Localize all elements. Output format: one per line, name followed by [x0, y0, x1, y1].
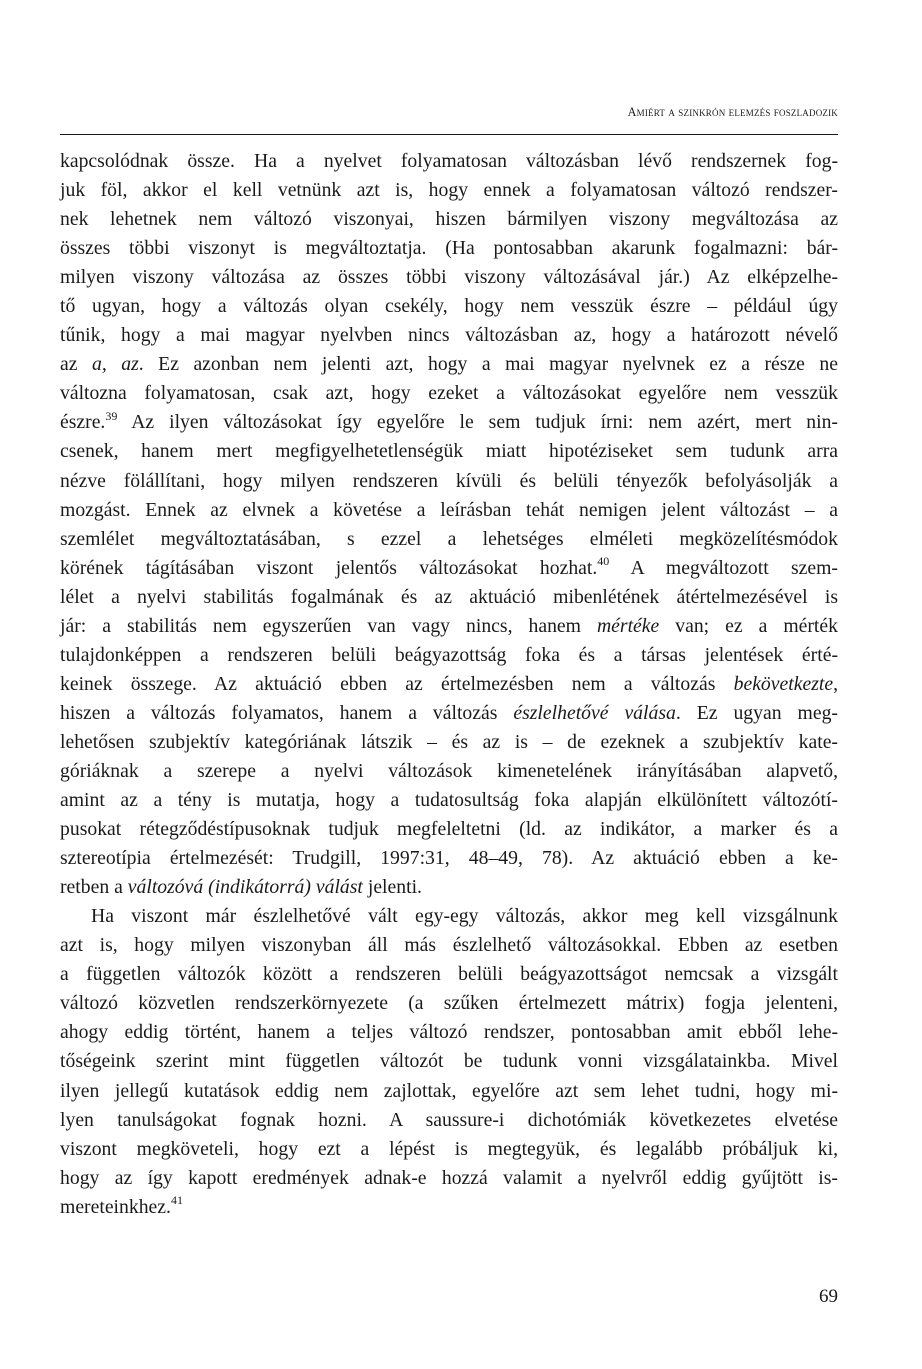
- text-run: keinek összege. Az aktuáció ebben az értelmezésben nem a változás: [60, 672, 734, 695]
- text-line: [60, 989, 838, 1018]
- text-line: [60, 931, 838, 960]
- text-run: nézve fölállítani, hogy milyen rendszeren kívüli és belüli tényezők befolyásolják a: [60, 469, 838, 492]
- text-run: azt is, hogy milyen viszonyban áll más észlelhető változásokkal. Ebben az esetben: [60, 934, 838, 957]
- text-line: [60, 1018, 838, 1047]
- text-line: [60, 612, 838, 641]
- footnote-ref: 40: [597, 554, 610, 569]
- text-run: tő ugyan, hogy a változás olyan csekély, hogy nem vesszük észre – például úgy: [60, 295, 838, 318]
- page-number: 69: [819, 1286, 838, 1307]
- text-line: [60, 641, 838, 670]
- text-run: ,: [833, 672, 838, 695]
- text-run: viszont megköveteli, hogy ezt a lépést is megtegyük, és legalább próbáljuk ki,: [60, 1137, 838, 1160]
- text-run: van; ez a mérték: [659, 614, 838, 637]
- text-run: csenek, hanem mert megfigyelhetetlenségük miatt hipotéziseket sem tudunk arra: [60, 440, 838, 463]
- text-line: [60, 1047, 838, 1076]
- italic-text: változóvá (indikátorrá) válást: [127, 876, 363, 899]
- text-line: [60, 1193, 838, 1222]
- text-line: [60, 292, 838, 321]
- text-run: . Ez ugyan meg-: [675, 701, 838, 724]
- text-run: A megváltozott szem-: [609, 556, 838, 579]
- text-run: tulajdonképpen a rendszeren belüli beágyazottság foka és a társas jelentések érté-: [60, 643, 838, 666]
- text-run: hogy az így kapott eredmények adnak-e hozzá valamit a nyelvről eddig gyűjtött is-: [60, 1166, 838, 1189]
- text-line: [60, 1106, 838, 1135]
- text-run: észre.: [60, 411, 106, 434]
- paragraph: [60, 902, 838, 1222]
- text-line: [60, 205, 838, 234]
- text-run: lélet a nyelvi stabilitás fogalmának és az aktuáció mibenlétének átértelmezésével is: [60, 585, 838, 608]
- body-text: [60, 147, 838, 1222]
- text-line: [60, 873, 838, 902]
- text-run: mozgást. Ennek az elvnek a követése a leírásban tehát nemigen jelent változást – a: [60, 498, 838, 521]
- text-line: [60, 728, 838, 757]
- text-run: pusokat rétegződéstípusoknak tudjuk megfeleltetni (ld. az indikátor, a marker és a: [60, 818, 838, 841]
- text-run: lyen tanulságokat fognak hozni. A saussure-i dichotómiák következetes elvetése: [60, 1108, 838, 1131]
- text-run: ilyen jellegű kutatások eddig nem zajlottak, egyelőre azt sem lehet tudni, hogy mi-: [60, 1079, 838, 1102]
- text-line: [60, 379, 838, 408]
- italic-text: bekövetkezte: [733, 672, 834, 695]
- text-run: mereteinkhez.: [60, 1195, 171, 1218]
- text-run: összes többi viszonyt is megváltoztatja. (Ha pontosabban akarunk fogalmazni: bár-: [60, 237, 838, 260]
- text-run: lehetősen szubjektív kategóriának látszik – és az is – de ezeknek a szubjektív kate-: [60, 730, 838, 753]
- text-run: Az ilyen változásokat így egyelőre le sem tudjuk írni: nem azért, mert nin-: [117, 411, 838, 434]
- text-line: [60, 960, 838, 989]
- text-run: hiszen a változás folyamatos, hanem a változás: [60, 701, 514, 724]
- text-line: [60, 583, 838, 612]
- text-run: ahogy eddig történt, hanem a teljes változó rendszer, pontosabban amit ebből lehe-: [60, 1021, 838, 1044]
- text-run: . Ez azonban nem jelenti azt, hogy a mai magyar nyelvnek ez a része ne: [138, 353, 838, 376]
- italic-text: észlelhetővé válása: [513, 701, 676, 724]
- text-run: amint az a tény is mutatja, hogy a tudatosultság foka alapján elkülönített változótí-: [60, 789, 838, 812]
- text-line: [60, 525, 838, 554]
- text-run: nek lehetnek nem változó viszonyai, hiszen bármilyen viszony megváltozása az: [60, 208, 838, 231]
- text-run: tőségeink szerint mint független változót be tudunk vonni vizsgálatainkba. Mivel: [60, 1050, 838, 1073]
- text-run: góriáknak a szerepe a nyelvi változások kimenetelének irányításában alapvető,: [60, 759, 838, 782]
- text-line: [60, 147, 838, 176]
- footnote-ref: 41: [170, 1193, 183, 1208]
- italic-text: mértéke: [596, 614, 660, 637]
- text-line: [60, 554, 838, 583]
- running-head-title: Amiért a szinkrón elemzés foszladozik: [627, 105, 838, 119]
- text-run: körének tágításában viszont jelentős változásokat hozhat.: [60, 556, 598, 579]
- text-line: [60, 263, 838, 292]
- text-line: [60, 902, 838, 931]
- paragraph: [60, 147, 838, 902]
- text-line: [60, 699, 838, 728]
- italic-text: a, az: [91, 353, 139, 376]
- text-run: Ha viszont már észlelhetővé vált egy-egy változás, akkor meg kell vizsgálnunk: [91, 905, 838, 928]
- text-line: [60, 350, 838, 379]
- text-line: [60, 437, 838, 466]
- text-run: kapcsolódnak össze. Ha a nyelvet folyamatosan változásban lévő rendszernek fog-: [60, 150, 838, 172]
- text-line: [60, 670, 838, 699]
- text-run: változna folyamatosan, csak azt, hogy ezeket a változásokat egyelőre nem vesszük: [60, 382, 838, 405]
- text-line: [60, 496, 838, 525]
- text-line: [60, 234, 838, 263]
- footnote-ref: 39: [105, 408, 118, 423]
- text-run: juk föl, akkor el kell vetnünk azt is, hogy ennek a folyamatosan változó rendszer-: [60, 179, 838, 202]
- text-line: [60, 1164, 838, 1193]
- text-line: [60, 815, 838, 844]
- text-line: [60, 1135, 838, 1164]
- text-run: milyen viszony változása az összes többi viszony változásával jár.) Az elképzelhe-: [60, 266, 838, 289]
- text-run: jár: a stabilitás nem egyszerűen van vagy nincs, hanem: [60, 614, 597, 637]
- text-run: jelenti.: [362, 876, 422, 899]
- text-line: [60, 757, 838, 786]
- text-run: változó közvetlen rendszerkörnyezete (a szűken értelmezett mátrix) fogja jelenteni,: [60, 992, 838, 1015]
- text-run: az: [60, 353, 92, 376]
- text-run: a független változók között a rendszeren belüli beágyazottságot nemcsak a vizsgált: [60, 963, 838, 986]
- text-line: [60, 176, 838, 205]
- text-run: sztereotípia értelmezését: Trudgill, 1997:31, 48–49, 78). Az aktuáció ebben a ke-: [60, 847, 838, 870]
- text-line: [60, 408, 838, 437]
- text-line: [60, 467, 838, 496]
- text-line: [60, 786, 838, 815]
- text-run: szemlélet megváltoztatásában, s ezzel a lehetséges elméleti megközelítésmódok: [60, 527, 838, 550]
- text-run: tűnik, hogy a mai magyar nyelvben nincs változásban az, hogy a határozott névelő: [60, 324, 838, 347]
- header-rule: [60, 134, 838, 135]
- text-line: [60, 321, 838, 350]
- text-run: retben a: [60, 876, 128, 899]
- text-line: [60, 1077, 838, 1106]
- text-line: [60, 844, 838, 873]
- running-head: [60, 105, 838, 120]
